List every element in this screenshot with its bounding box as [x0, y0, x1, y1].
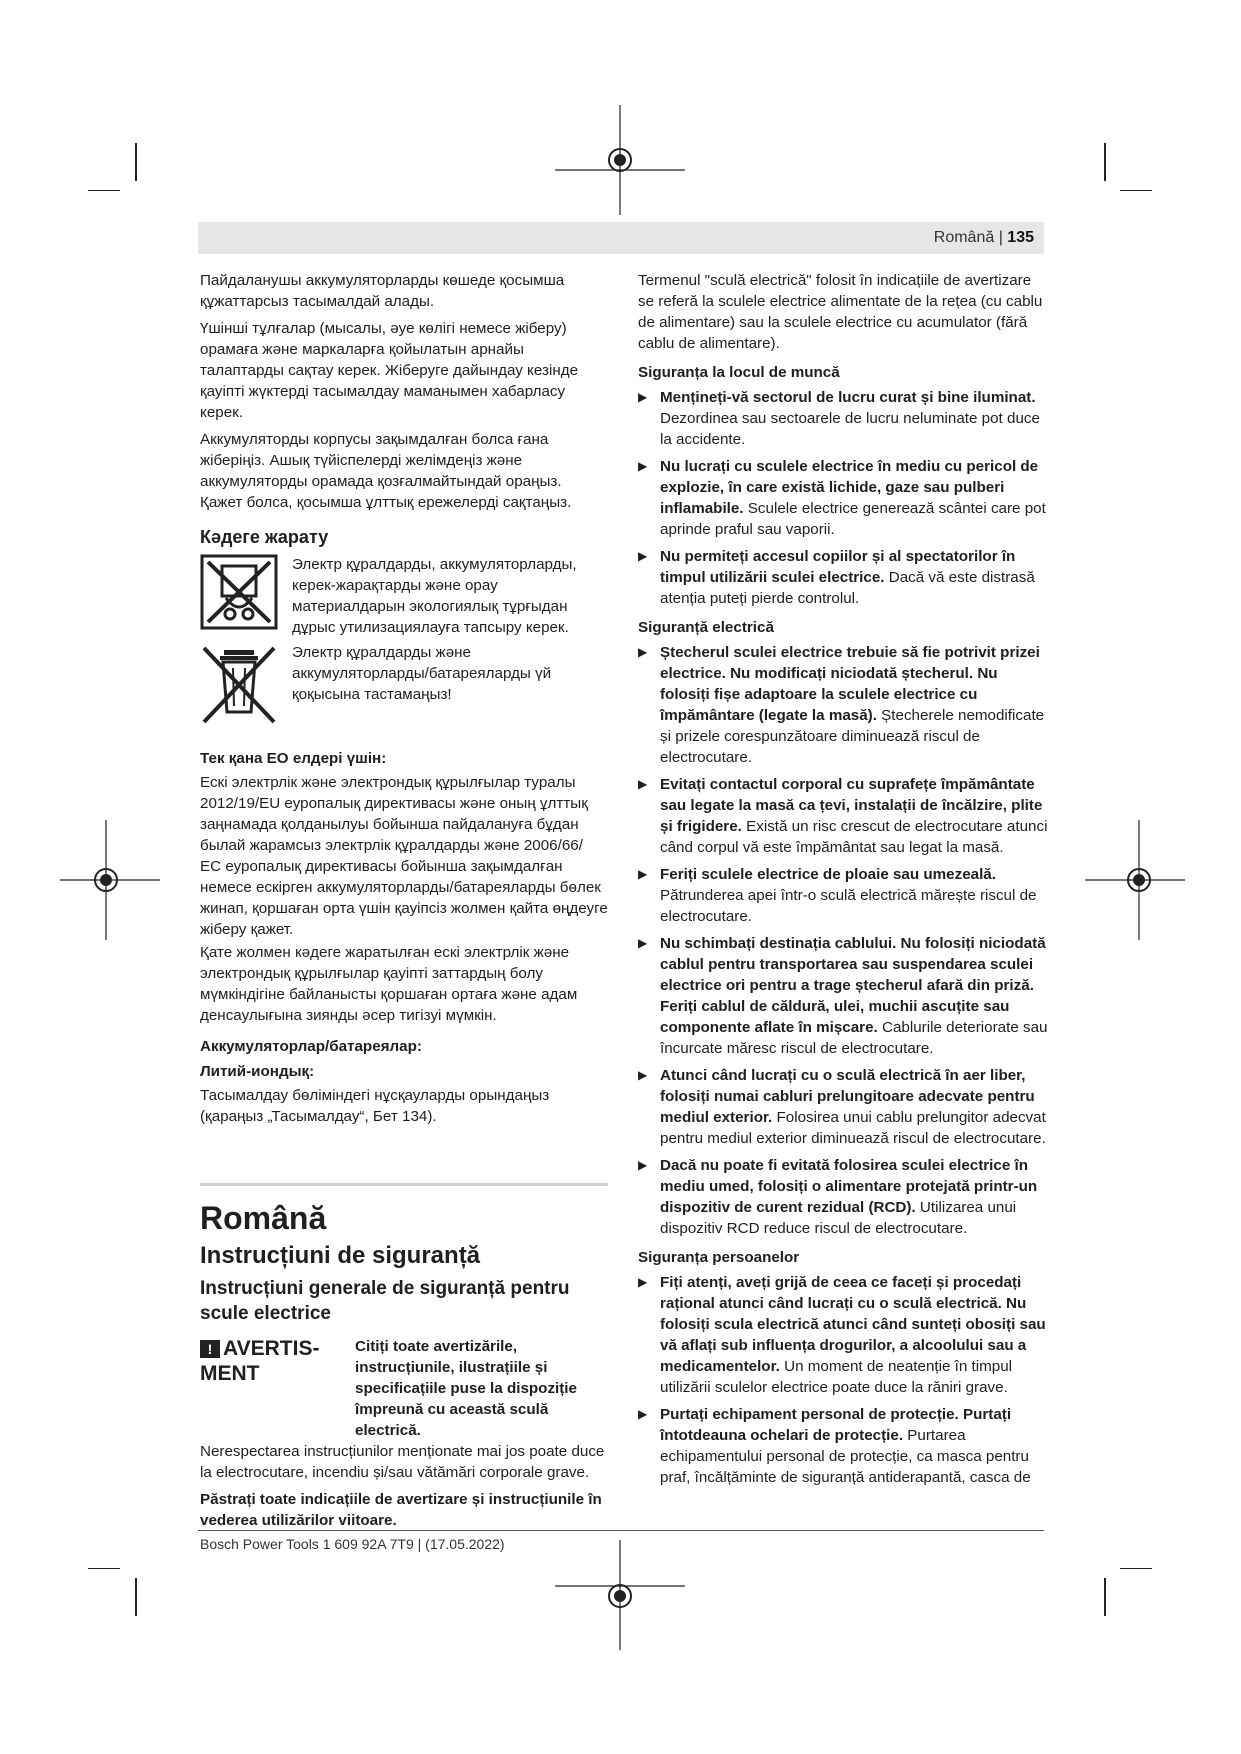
warning-text: Nerespectarea instrucțiunilor menționate mai jos poate duce la electrocutare, incendiu și/sau vătămări corporale grave. — [200, 1443, 605, 1481]
warning-bold-text: Citiți toate avertizările, instrucțiunile, ilustrațiile și specificațiile puse la dispoziție împreună cu această sculă electrică. — [355, 1338, 577, 1439]
subheading: Тек қана ЕО елдері үшін: — [200, 750, 387, 767]
crop-mark — [88, 190, 120, 191]
subheading: Аккумуляторлар/батареялар: — [200, 1038, 422, 1055]
section-heading: Кәдеге жарату — [200, 527, 329, 547]
disposal-text: Электр құралдарды, аккумуляторларды, керек-жарақтарды және орау материалдарын экологиялық тұрғыдан дұрыс утилизациялауға тапсыру керек. — [292, 556, 577, 636]
list-item: ▶ Nu permiteți accesul copiilor și al spectatorilor în timpul utilizării sculei electrice. Dacă vă este distrasă atenția puteți pierde controlul. — [638, 546, 1048, 609]
list-item: ▶ Dacă nu poate fi evitată folosirea sculei electrice în mediu umed, folosiți o alimentare protejată printr-un dispozitiv de curent rezidual (RCD). Utilizarea unui dispozitiv RCD reduce riscul de electrocutare. — [638, 1155, 1048, 1239]
crop-mark — [1104, 1578, 1106, 1616]
list-item: ▶ Fiți atenți, aveți grijă de ceea ce faceți și procedați rațional atunci când lucrați cu o sculă electrică. Nu folosiți scula electrică atunci când sunteți obosiți sau vă aflați sub influența drogurilor, a alcoolului sau a medicamentelor. Un moment de neatenție în timpul utilizării sculelor electrice poate duce la răniri grave. — [638, 1272, 1048, 1398]
left-column — [200, 270, 608, 1537]
list-item: ▶ Ștecherul sculei electrice trebuie să fie potrivit prizei electrice. Nu modificați niciodată ștecherul. Nu folosiți fișe adaptoare la sculele electrice cu împământare (legate la masă). Ștecherele nemodificate și prizele corespunzătoare diminuează riscul de electrocutare. — [638, 642, 1048, 768]
section-divider — [200, 1183, 608, 1186]
paragraph: Үшінші тұлғалар (мысалы, әуе көлігі немесе жіберу) орамаға және маркаларға қойылатын арнайы талаптарды сақтау керек. Жіберуге дайындау кезінде қауіпті жүктерді тасымалдау маманымен хабарласу керек. — [200, 320, 579, 421]
crop-mark — [135, 1578, 137, 1616]
registration-mark-icon — [555, 105, 685, 215]
warning-label: AVERTIS-MENT — [200, 1337, 320, 1385]
paragraph: Ескі электрлік және электрондық құрылғылар туралы 2012/19/EU еуропалық директивасы және оның ұлттық заңнамада қолданылуы бойынша пайдалануға бұдан былай жарамсыз электрлік құралдарды және 2006/66/ ЕС еуропалық директивасы бойынша зақымдалған немесе ескірген аккумуляторларды/батареяларды бөлек жинап, қоршаған орта үшін қауіпсіз жолмен қайта өңдеуге жіберу қажет. — [200, 774, 608, 938]
subheading: Siguranța persoanelor — [638, 1249, 800, 1266]
paragraph: Тасымалдау бөліміндегі нұсқауларды орындаңыз (қараңыз „Тасымалдау“, Бет 134). — [200, 1087, 550, 1125]
disposal-text: Электр құралдарды және аккумуляторларды/батареяларды үй қоқысына тастамаңыз! — [292, 644, 552, 703]
paragraph: Пайдаланушы аккумуляторларды көшеде қосымша құжаттарсыз тасымалдай алады. — [200, 272, 565, 310]
header-language: Română — [933, 229, 995, 246]
crop-mark — [1120, 190, 1152, 191]
general-safety-title: Instrucțiuni generale de siguranță pentru scule electrice — [200, 1278, 570, 1324]
crop-mark — [88, 1568, 120, 1569]
footer-rule — [198, 1530, 1044, 1531]
list-item: ▶ Mențineți-vă sectorul de lucru curat și bine iluminat. Dezordinea sau sectoarele de lucru neluminate pot duce la accidente. — [638, 387, 1048, 450]
warning-icon: ! — [200, 1340, 220, 1358]
page-header: Română | 135 — [933, 229, 1034, 246]
page-footer: Bosch Power Tools 1 609 92A 7T9 | (17.05.2022) — [200, 1536, 505, 1552]
crop-mark — [1120, 1568, 1152, 1569]
crop-mark — [135, 143, 137, 181]
registration-mark-icon — [60, 820, 160, 940]
warning-block — [200, 1336, 608, 1441]
subheading: Литий-иондық: — [200, 1063, 315, 1080]
paragraph: Termenul "sculă electrică" folosit în indicațiile de avertizare se referă la sculele electrice alimentate de la rețea (cu cablu de alimentare) sau la sculele electrice cu acumulator (fără cablu de alimentare). — [638, 272, 1043, 352]
page-number: 135 — [1007, 229, 1034, 246]
disposal-row — [200, 554, 608, 638]
no-trash-packaging-icon — [200, 554, 278, 630]
language-title: Română — [200, 1200, 327, 1236]
list-item: ▶ Atunci când lucrați cu o sculă electrică în aer liber, folosiți numai cabluri prelungitoare adecvate pentru mediul exterior. Folosirea unui cablu prelungitor adecvat pentru mediul exterior diminuează riscul de electrocutare. — [638, 1065, 1048, 1149]
registration-mark-icon — [1085, 820, 1185, 940]
disposal-row — [200, 642, 608, 732]
list-item: ▶ Feriți sculele electrice de ploaie sau umezeală. Pătrunderea apei într-o sculă electrică mărește riscul de electrocutare. — [638, 864, 1048, 927]
subheading: Siguranța la locul de muncă — [638, 364, 840, 381]
keep-instructions: Păstrați toate indicațiile de avertizare și instrucțiunile în vederea utilizărilor viitoare. — [200, 1491, 602, 1529]
right-column — [638, 270, 1048, 1494]
list-item: ▶ Purtați echipament personal de protecție. Purtați întotdeauna ochelari de protecție. Purtarea echipamentului personal de protecție, ca masca pentru praf, încălțăminte de siguranță antiderapantă, casca de — [638, 1404, 1048, 1488]
registration-mark-icon — [555, 1540, 685, 1650]
list-item: ▶ Evitați contactul corporal cu suprafețe împământate sau legate la masă ca țevi, instalații de încălzire, plite și frigidere. Există un risc crescut de electrocutare atunci când corpul vă este împământat sau legat la masă. — [638, 774, 1048, 858]
paragraph: Қате жолмен кәдеге жаратылған ескі электрлік және электрондық құрылғылар қауіпті заттардың болу мүмкіндігіне байланысты қоршаған ортаға және адам денсаулығына зиянды әсер тигізуі мүмкін. — [200, 944, 578, 1024]
crop-mark — [1104, 143, 1106, 181]
page-header-band — [198, 222, 1044, 254]
safety-title: Instrucțiuni de siguranță — [200, 1242, 481, 1269]
list-item: ▶ Nu lucrați cu sculele electrice în mediu cu pericol de explozie, în care există lichide, gaze sau pulberi inflamabile. Sculele electrice generează scântei care pot aprinde praful sau vaporii. — [638, 456, 1048, 540]
crossed-out-bin-icon — [200, 642, 278, 726]
list-item: ▶ Nu schimbați destinația cablului. Nu folosiți niciodată cablul pentru transportarea sau suspendarea sculei electrice ori pentru a trage ștecherul afară din priză. Feriți cablul de căldură, ulei, muchii ascuțite sau componente aflate în mișcare. Cablurile deteriorate sau încurcate măresc riscul de electrocutare. — [638, 933, 1048, 1059]
paragraph: Аккумуляторды корпусы зақымдалған болса ғана жіберіңіз. Ашық түйіспелерді желімдеңіз және аккумуляторды орамада қозғалмайтындай ораңыз. Қажет болса, қосымша ұлттық ережелерді сақтаңыз. — [200, 431, 572, 511]
subheading: Siguranță electrică — [638, 619, 774, 636]
